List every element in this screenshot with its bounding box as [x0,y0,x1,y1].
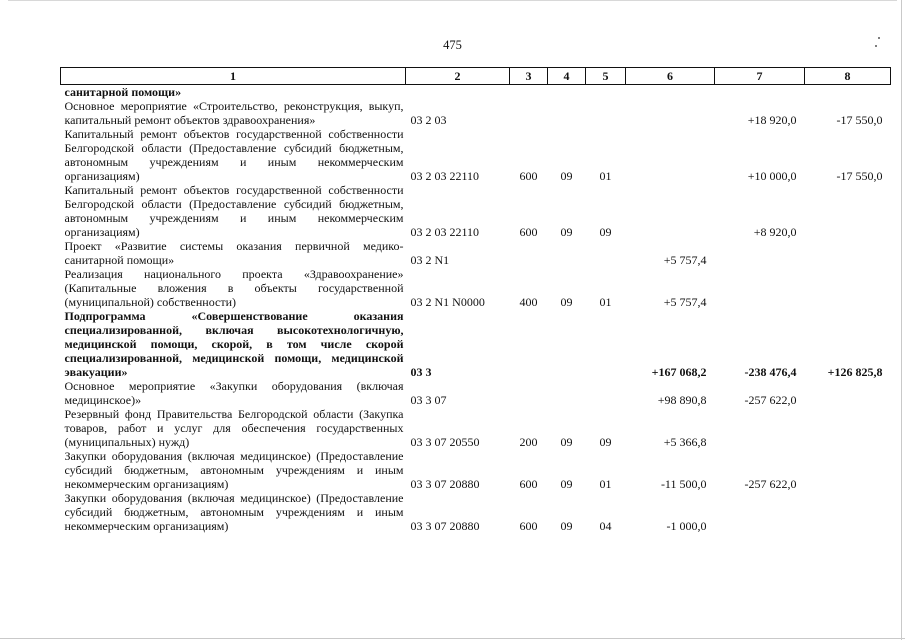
row-subsection [586,85,626,100]
table-row [61,239,891,267]
row-amount-col6: +5 366,8 [663,435,707,449]
scan-right-edge [901,0,902,640]
budget-table [60,67,891,533]
table-row [61,407,891,449]
row-amount-col7 [715,239,805,267]
row-description: Подпрограмма «Совершенствование оказания специализированной, включая высокотехнологичную, медицинской помощи, скорой, в том числе скорой специализированной, медицинской помощи, медицинской эвакуации» [64,309,404,379]
row-description: Резервный фонд Правительства Белгородской области (Закупка товаров, работ и услуг для обеспечения государственных (муниципальных) нужд) [64,407,404,449]
row-amount-col8: -17 550,0 [836,169,883,183]
row-expense-type: 600 [519,477,538,491]
row-code: 03 2 03 [410,113,447,127]
row-subsection: 01 [599,295,612,309]
column-header: 2 [406,68,510,85]
row-section [548,239,586,267]
row-subsection [586,379,626,407]
table-row [61,267,891,309]
row-amount-col6 [626,99,715,127]
column-header: 1 [61,68,406,85]
row-expense-type [510,85,548,100]
scan-bottom-edge [0,638,905,639]
row-amount-col8 [805,407,891,449]
row-expense-type: 400 [519,295,538,309]
row-amount-col8 [805,85,891,100]
row-description: Закупки оборудования (включая медицинское) (Предоставление субсидий бюджетным, автономным учреждениям и иным некоммерческим организациям) [64,491,404,533]
row-amount-col6: -1 000,0 [666,519,707,533]
row-subsection [586,239,626,267]
row-amount-col6: +5 757,4 [663,295,707,309]
row-expense-type: 600 [519,169,538,183]
row-amount-col6 [626,127,715,183]
row-amount-col8 [805,449,891,491]
table-row [61,127,891,183]
table-header-row [61,68,891,85]
column-header: 8 [805,68,891,85]
row-amount-col7 [715,407,805,449]
row-description: Проект «Развитие системы оказания первичной медико-санитарной помощи» [64,239,404,267]
scan-top-edge [8,0,897,1]
row-amount-col7 [715,491,805,533]
row-expense-type: 200 [519,435,538,449]
row-code: 03 2 N1 N0000 [410,295,485,309]
row-code: 03 3 07 20550 [410,435,480,449]
row-expense-type: 600 [519,519,538,533]
row-description: Капитальный ремонт объектов государственной собственности Белгородской области (Предоставление субсидий бюджетным, автономным учреждениям и иным некоммерческим организациям) [64,183,404,239]
row-section [548,99,586,127]
row-amount-col6: +5 757,4 [663,253,707,267]
row-amount-col7: -257 622,0 [744,477,797,491]
row-amount-col6 [626,183,715,239]
row-section: 09 [560,477,573,491]
row-description: Капитальный ремонт объектов государственной собственности Белгородской области (Предоставление субсидий бюджетным, автономным учреждениям и иным некоммерческим организациям) [64,127,404,183]
row-code: 03 3 [410,365,432,379]
table-row [61,99,891,127]
row-description: санитарной помощи» [64,85,182,99]
column-header: 5 [586,68,626,85]
row-code: 03 2 03 22110 [410,169,480,183]
row-amount-col8 [805,267,891,309]
column-header: 3 [510,68,548,85]
row-code: 03 2 03 22110 [410,225,480,239]
row-subsection [586,309,626,379]
row-section [548,85,586,100]
table-row [61,85,891,100]
row-description: Реализация национального проекта «Здравоохранение» (Капитальные вложения в объекты государственной (муниципальной) собственности) [64,267,404,309]
row-expense-type [510,239,548,267]
row-code: 03 2 N1 [410,253,450,267]
table-row [61,491,891,533]
row-amount-col6: -11 500,0 [660,477,707,491]
column-header: 6 [626,68,715,85]
row-section: 09 [560,169,573,183]
row-code: 03 3 07 20880 [410,519,480,533]
row-amount-col6 [626,85,715,100]
row-amount-col6: +98 890,8 [657,393,707,407]
row-description: Закупки оборудования (включая медицинское) (Предоставление субсидий бюджетным, автономным учреждениям и иным некоммерческим организациям) [64,449,404,491]
row-description: Основное мероприятие «Строительство, реконструкция, выкуп, капитальный ремонт объектов здравоохранения» [64,99,404,127]
row-amount-col7 [715,267,805,309]
row-subsection: 04 [599,519,612,533]
row-subsection: 09 [599,435,612,449]
row-section [548,309,586,379]
column-header: 4 [548,68,586,85]
row-expense-type [510,99,548,127]
row-description: Основное мероприятие «Закупки оборудования (включая медицинское)» [64,379,404,407]
table-row [61,309,891,379]
row-amount-col8 [805,183,891,239]
row-amount-col7 [715,85,805,100]
row-section: 09 [560,225,573,239]
row-expense-type [510,379,548,407]
table-body [61,85,891,534]
table-row [61,183,891,239]
row-amount-col8 [805,239,891,267]
table-row [61,449,891,491]
row-amount-col7: -238 476,4 [744,365,797,379]
row-subsection: 01 [599,477,612,491]
row-amount-col8: -17 550,0 [836,113,883,127]
row-subsection: 09 [599,225,612,239]
table-row [61,379,891,407]
row-code: 03 3 07 [410,393,447,407]
page-number: 475 [443,38,462,52]
row-subsection [586,99,626,127]
row-expense-type [510,309,548,379]
row-expense-type: 600 [519,225,538,239]
row-amount-col8: +126 825,8 [827,365,883,379]
row-amount-col8 [805,379,891,407]
row-section: 09 [560,295,573,309]
row-section: 09 [560,435,573,449]
row-amount-col7: -257 622,0 [744,393,797,407]
row-code [406,85,510,100]
column-header: 7 [715,68,805,85]
row-amount-col7: +18 920,0 [747,113,797,127]
row-subsection: 01 [599,169,612,183]
row-amount-col7: +10 000,0 [747,169,797,183]
row-amount-col7: +8 920,0 [753,225,797,239]
row-amount-col8 [805,491,891,533]
row-section [548,379,586,407]
row-amount-col6: +167 068,2 [651,365,707,379]
row-code: 03 3 07 20880 [410,477,480,491]
row-section: 09 [560,519,573,533]
